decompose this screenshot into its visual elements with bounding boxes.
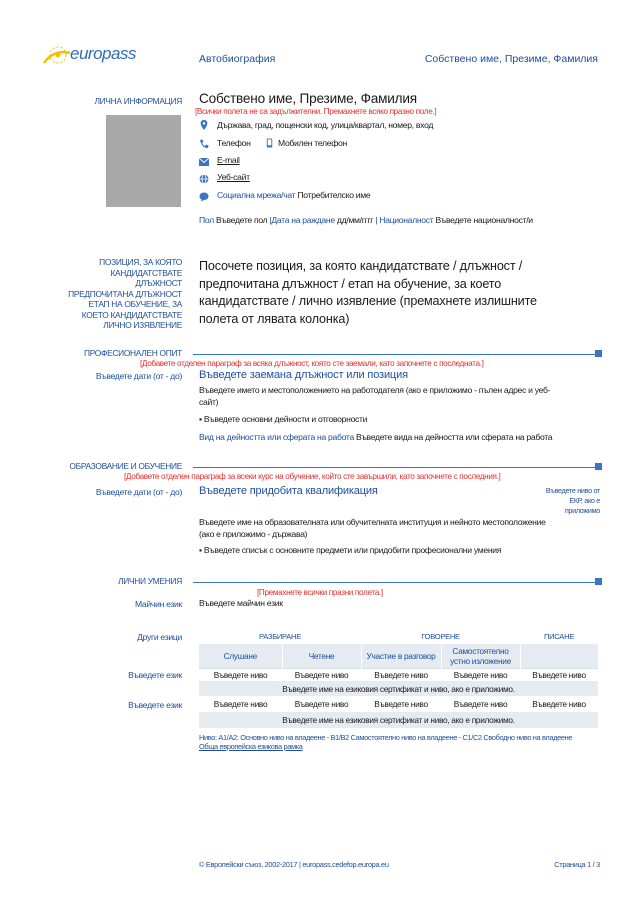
position-text-line: Посочете позиция, за която кандидатствате / длъжност / xyxy=(199,259,523,273)
level-cell: Въведете ниво xyxy=(441,696,520,712)
level-cell: Въведете ниво xyxy=(199,668,282,681)
org-line: (ако е приложимо - държава) xyxy=(199,528,308,539)
language-name: Въведете език xyxy=(128,670,182,680)
level-cell: Въведете ниво xyxy=(282,696,361,712)
im-label: Социална мрежа/чат xyxy=(217,190,296,200)
education-dates: Въведете дати (от - до) xyxy=(95,487,182,497)
employer-line: сайт) xyxy=(199,396,219,407)
sex-label: Пол xyxy=(199,215,214,225)
full-name: Собствено име, Презиме, Фамилия xyxy=(199,91,417,106)
mobile: Мобилен телефон xyxy=(278,138,347,148)
education-subjects: ▪ Въведете списък с основните предмети или придобити професионални умения xyxy=(199,545,502,555)
reading-subheader: Четене xyxy=(282,644,361,668)
photo-placeholder xyxy=(106,115,181,207)
dob-value: дд/мм/гггг xyxy=(336,215,374,225)
section-divider xyxy=(193,354,595,355)
education-title: Въведете придобита квалификация xyxy=(199,485,378,497)
header-name: Собствено име, Презиме, Фамилия xyxy=(424,53,598,65)
email-icon xyxy=(199,157,209,167)
level-cell: Въведете ниво xyxy=(520,668,598,681)
listening-subheader: Слушане xyxy=(199,644,282,668)
separator: | xyxy=(375,215,378,225)
section-divider xyxy=(193,582,595,583)
chat-bubble-icon xyxy=(199,192,209,202)
doc-type: Автобиография xyxy=(199,53,276,65)
position-label-line: ПОЗИЦИЯ, ЗА КОЯТО xyxy=(99,257,182,267)
level-cell: Въведете ниво xyxy=(361,696,441,712)
level-cell: Въведете ниво xyxy=(361,668,441,681)
section-marker xyxy=(595,350,602,357)
footer-copyright: © Европейски съюз, 2002-2017 | europass.cedefop.europa.eu xyxy=(199,860,389,869)
education-section-label: ОБРАЗОВАНИЕ И ОБУЧЕНИЕ xyxy=(69,461,182,471)
nationality-label: Националност xyxy=(379,215,434,225)
position-text xyxy=(199,258,537,328)
position-section-label xyxy=(12,257,182,331)
eqf-line: приложимо xyxy=(564,506,600,515)
personal-details-line xyxy=(199,215,533,227)
level-cell: Въведете ниво xyxy=(441,668,520,681)
speaking-header: ГОВОРЕНЕ xyxy=(361,628,520,644)
writing-header: ПИСАНЕ xyxy=(520,628,598,644)
mother-tongue-value: Въведете майчин език xyxy=(199,598,283,608)
level-cell: Въведете ниво xyxy=(282,668,361,681)
position-label-line: ЕТАП НА ОБУЧЕНИЕ, ЗА xyxy=(88,299,182,309)
mother-tongue-label: Майчин език xyxy=(134,599,182,609)
sector-line xyxy=(199,432,552,444)
experience-hint: [Добавете отделен параграф за всяка длъжност, която сте заемали, като започнете с последната.] xyxy=(140,359,484,368)
position-label-line: КАНДИДАТСТВАТЕ xyxy=(110,267,182,278)
personal-section-label: ЛИЧНА ИНФОРМАЦИЯ xyxy=(94,96,182,106)
level-cell: Въведете ниво xyxy=(199,696,282,712)
language-certificate: Въведете име на езиковия сертификат и ниво, ако е приложимо. xyxy=(282,715,515,725)
position-text-line: кандидатствате / лично изявление (премахнете излишните xyxy=(199,294,537,308)
im-line xyxy=(217,190,370,202)
levels-note: Ниво: A1/A2: Основно ниво на владеене - B1/B2 Самостоятелно ниво на владеене - C1/C2 Свободно ниво на владеене xyxy=(199,733,573,742)
experience-section-label: ПРОФЕСИОНАЛЕН ОПИТ xyxy=(83,348,182,358)
language-table xyxy=(199,628,598,728)
section-marker xyxy=(595,463,602,470)
activities: ▪ Въведете основни дейности и отговорности xyxy=(199,414,368,424)
separator: | xyxy=(269,215,272,225)
employer-line: Въведете името и местоположението на работодателя (ако е приложимо - пълен адрес и уеб- xyxy=(199,385,551,395)
writing-subheader xyxy=(520,644,598,668)
eqf-level xyxy=(530,486,600,516)
website-globe-icon xyxy=(199,174,209,184)
position-text-line: полета от лявата колонка) xyxy=(199,311,350,326)
position-label-line: ПРЕДПОЧИТАНА ДЛЪЖНОСТ xyxy=(68,288,182,299)
address: Държава, град, пощенски код, улица/квартал, номер, вход xyxy=(217,120,434,130)
email-link[interactable]: E-mail xyxy=(217,155,240,165)
spoken-interaction-subheader: Участие в разговор xyxy=(361,644,441,668)
europass-logo xyxy=(40,45,150,69)
skills-section-label: ЛИЧНИ УМЕНИЯ xyxy=(118,576,182,586)
position-label-line: ДЛЪЖНОСТ xyxy=(135,278,182,288)
section-divider xyxy=(193,467,595,468)
eqf-line: Въведете ниво от xyxy=(545,486,600,495)
sex-value: Въведете пол xyxy=(215,215,268,225)
europass-star-icon xyxy=(40,45,74,69)
location-pin-icon xyxy=(199,120,209,130)
phone: Телефон xyxy=(217,138,251,148)
sector-value: Въведете вида на дейността или сферата на работа xyxy=(356,432,553,442)
language-name: Въведете език xyxy=(128,700,182,710)
education-organisation xyxy=(199,517,599,540)
language-certificate: Въведете име на езиковия сертификат и ниво, ако е приложимо. xyxy=(282,683,515,694)
phone-icon xyxy=(199,139,209,149)
position-text-line: предпочитана длъжност / етап на обучение, за което xyxy=(199,276,502,291)
section-marker xyxy=(595,578,602,585)
website-link[interactable]: Уеб-сайт xyxy=(217,172,250,182)
nationality-value: Въведете националност/и xyxy=(435,215,533,225)
position-label-line: КОЕТО КАНДИДАТСТВАТЕ xyxy=(81,309,182,320)
level-cell: Въведете ниво xyxy=(520,696,598,712)
experience-title: Въведете заемана длъжност или позиция xyxy=(199,369,408,381)
mobile-phone-icon xyxy=(266,138,273,148)
cefr-link[interactable]: Обща европейска езикова рамка xyxy=(199,742,303,751)
other-languages-label: Други езици xyxy=(137,632,182,642)
personal-hint: [Всички полета не са задължителни. Премахнете всяко празно поле.] xyxy=(195,107,437,116)
org-line: Въведете име на образователната или обучителната институция и нейното местоположение xyxy=(199,517,546,527)
skills-hint: [Премахнете всички празни полета.] xyxy=(257,588,383,597)
employer xyxy=(199,385,599,408)
experience-dates: Въведете дати (от - до) xyxy=(95,371,182,381)
sector-label: Вид на дейността или сферата на работа xyxy=(199,432,354,442)
eqf-line: ЕКР, ако е xyxy=(569,496,600,505)
spoken-production-subheader: Самостоятелно устно изложение xyxy=(441,644,520,668)
logo-text: europass xyxy=(70,44,136,63)
education-hint: [Добавете отделен параграф за всеки курс на обучение, който сте завършили, като започнете с последния.] xyxy=(124,472,501,481)
understanding-header: РАЗБИРАНЕ xyxy=(199,628,361,644)
footer-page-number: Страница 1 / 3 xyxy=(554,860,600,869)
dob-label: Дата на раждане xyxy=(271,215,335,225)
im-value: Потребителско име xyxy=(297,190,371,200)
position-label-line: ЛИЧНО ИЗЯВЛЕНИЕ xyxy=(103,320,182,330)
